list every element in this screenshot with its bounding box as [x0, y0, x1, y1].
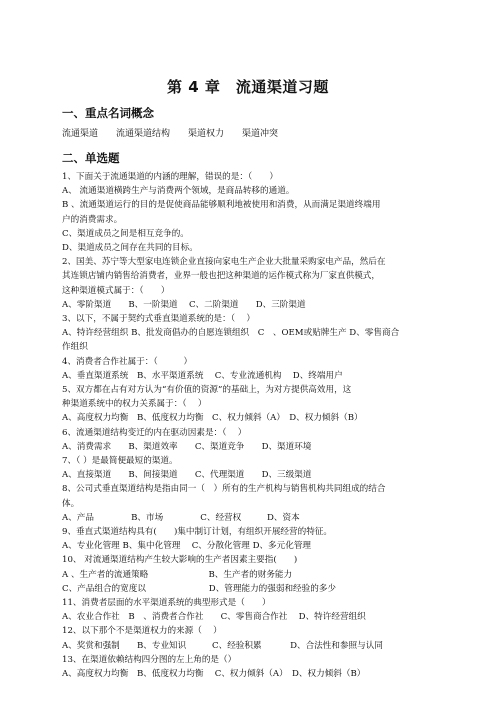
key-terms-line: 流通渠道 流通渠道结构 渠道权力 渠道冲突: [62, 129, 279, 139]
question-line: 13、在渠道依赖结构四分图的左上角的是（）: [62, 654, 237, 665]
question-line: A、 流通渠道横跨生产与消费两个领域，是商品转移的通道。: [62, 186, 295, 197]
question-line: 10、 对流通渠道结构产生较大影响的生产者因素主要指( ): [62, 555, 298, 566]
question-line: 5、双方都在占有对方认为“有价值的资源”的基础上，为对方提供高效用，这: [62, 385, 352, 395]
question-line: 4、消费者合作社属于：（ ）: [62, 356, 193, 367]
question-line: A 、生产者的流通策略 B、生产者的财务能力: [62, 569, 293, 580]
question-line: A、直接渠道 B、间接渠道 C、代理渠道 D、三级渠道: [62, 470, 312, 481]
section-heading-single-choice: 二、单选题: [62, 151, 120, 165]
question-line: B 、流通渠道运行的目的是促使商品能够顺利地被使用和消费，从而满足渠道终端用: [62, 200, 381, 211]
chapter-title: 第 4 章 流通渠道习题: [167, 78, 329, 96]
question-line: 这种渠道模式属于：（ ）: [62, 285, 170, 296]
question-line: 12、以下那个不是渠道权力的来源（ ）: [62, 626, 222, 637]
question-line: A、零阶渠道 B、一阶渠道 C、二阶渠道 D、三阶渠道: [62, 299, 306, 310]
question-line: C、渠道成员之间是相互竞争的。: [62, 228, 189, 239]
question-line: A、产品 B、市场 C、经营权 D、资本: [62, 512, 300, 523]
section-heading-key-terms: 一、重点名词概念: [62, 106, 154, 120]
question-line: 3、以下，不属于契约式垂直渠道系统的是：（ ）: [62, 314, 255, 324]
question-line: A、特许经营组织 B、批发商倡办的自愿连锁组织 C 、OEM或贴牌生产 D、零售商合: [62, 328, 400, 339]
question-line: 7、（ ）是最简便最短的渠道。: [62, 456, 178, 466]
question-line: C、产品组合的宽度以 D、管理能力的强弱和经验的多少: [62, 583, 337, 594]
question-line: 户的消费需求。: [62, 214, 123, 225]
question-line: 9、垂直式渠道结构具有( )集中制订计划，有组织开展经营的特征。: [62, 527, 332, 537]
question-line: A、农业合作社 B 、消费者合作社 C、零售商合作社 D、特许经营组织: [62, 612, 366, 623]
question-line: 其连锁店铺内销售给消费者，业界一般也把这种渠道的运作模式称为厂家直供模式，: [62, 271, 380, 282]
question-line: A、高度权力均衡 B、低度权力均衡 C、权力倾斜（A） D、权力倾斜（B）: [62, 413, 363, 424]
question-line: 8、公司式垂直渠道结构是指由同一（ ）所有的生产机构与销售机构共同组成的结合: [62, 484, 386, 495]
question-line: A、奖赏和强制 B、专业知识 C、经验积累 D、合法性和参照与认同: [62, 640, 383, 651]
question-line: 6、流通渠道结构变迁的内在驱动因素是：（ ）: [62, 427, 247, 438]
question-line: 体。: [62, 498, 80, 509]
question-line: A、垂直渠道系统 B、水平渠道系统 C、专业流通机构 D、终端用户: [62, 370, 343, 381]
question-line: A、专业化管理 B、集中化管理 C、分散化管理 D、多元化管理: [62, 541, 312, 552]
question-line: D、渠道成员之间存在共同的目标。: [62, 243, 198, 253]
question-line: 2、国美、苏宁等大型家电连锁企业直接向家电生产企业大批量采购家电产品，然后在: [62, 257, 386, 268]
question-line: 作组织: [62, 342, 88, 353]
question-line: A、高度权力均衡 B、低度权力均衡 C、权力倾斜（A） D、权力倾斜（B）: [62, 669, 366, 679]
question-line: 种渠道系统中的权力关系属于：（ ）: [62, 399, 207, 410]
question-line: A、消费需求 B、渠道效率 C、渠道竞争 D、渠道环境: [62, 441, 312, 452]
question-line: 11、消费者层面的水平渠道系统的典型形式是（ ）: [62, 598, 271, 608]
question-line: 1、下面关于流通渠道的内涵的理解，错误的是：（ ）: [62, 172, 279, 182]
